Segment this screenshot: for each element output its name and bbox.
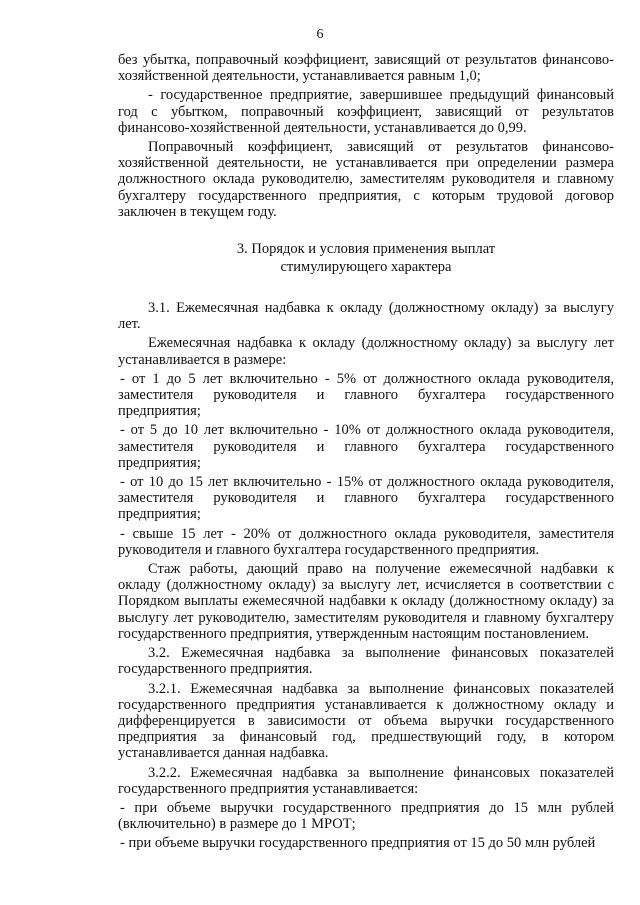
list-item: - свыше 15 лет - 20% от должностного оклада руководителя, заместителя руководителя и главного бухгалтера государственного предприятия. (118, 525, 614, 558)
clause-title: 3.1. Ежемесячная надбавка к окладу (должностному окладу) за выслугу лет. (118, 300, 614, 333)
paragraph: Поправочный коэффициент, зависящий от результатов финансово-хозяйственной деятельности, не устанавливается при определении размера должностного оклада руководителю, заместителям руководителя и главному бухгалтеру государственного предприятия, с которым трудовой договор заключен в текущем году. (118, 139, 614, 220)
page-number: 6 (316, 27, 324, 42)
list-item: - от 5 до 10 лет включительно - 10% от должностного оклада руководителя, заместителя руководителя и главного бухгалтера государственного предприятия; (118, 422, 614, 471)
paragraph: Стаж работы, дающий право на получение ежемесячной надбавки к окладу (должностному окладу) за выслугу лет, исчисляется в соответствии с Порядком выплаты ежемесячной надбавки к окладу (должностному окладу) за выслугу лет руководителю, заместителям руководителя и главному бухгалтеру государственного предприятия, утвержденным настоящим постановлением. (118, 561, 614, 642)
list-item: - при объеме выручки государственного предприятия от 15 до 50 млн рублей (120, 835, 596, 852)
paragraph: 3.2.1. Ежемесячная надбавка за выполнение финансовых показателей государственного предприятия устанавливается к должностному окладу и дифференцируется в зависимости от объема выручки государственного предприятия за финансовый год, предшествующий году, в котором устанавливается данная надбавка. (118, 680, 614, 762)
paragraph: Ежемесячная надбавка к окладу (должностному окладу) за выслугу лет устанавливается в размере: (118, 335, 614, 368)
paragraph: - государственное предприятие, завершившее предыдущий финансовый год с убытком, поправочный коэффициент, зависящий от результатов финансово-хозяйственной деятельности, устанавливается до 0,99. (118, 87, 614, 136)
section-heading-line: 3. Порядок и условия применения выплат (236, 241, 496, 258)
list-item: - от 1 до 5 лет включительно - 5% от должностного оклада руководителя, заместителя руководителя и главного бухгалтера государственного предприятия; (118, 370, 614, 420)
paragraph: без убытка, поправочный коэффициент, зависящий от результатов финансово-хозяйственной деятельности, устанавливается равным 1,0; (118, 52, 614, 85)
clause-title: 3.2. Ежемесячная надбавка за выполнение финансовых показателей государственного предприятия. (118, 645, 614, 678)
list-item: - от 10 до 15 лет включительно - 15% от должностного оклада руководителя, заместителя руководителя и главного бухгалтера государственного предприятия; (118, 474, 614, 523)
section-heading (118, 240, 614, 276)
list-item: - при объеме выручки государственного предприятия до 15 млн рублей (включительно) в размере до 1 МРОТ; (118, 799, 614, 833)
section-heading-line: стимулирующего характера (280, 259, 452, 276)
document-body (118, 52, 614, 855)
paragraph: 3.2.2. Ежемесячная надбавка за выполнение финансовых показателей государственного предприятия устанавливается: (118, 764, 614, 797)
